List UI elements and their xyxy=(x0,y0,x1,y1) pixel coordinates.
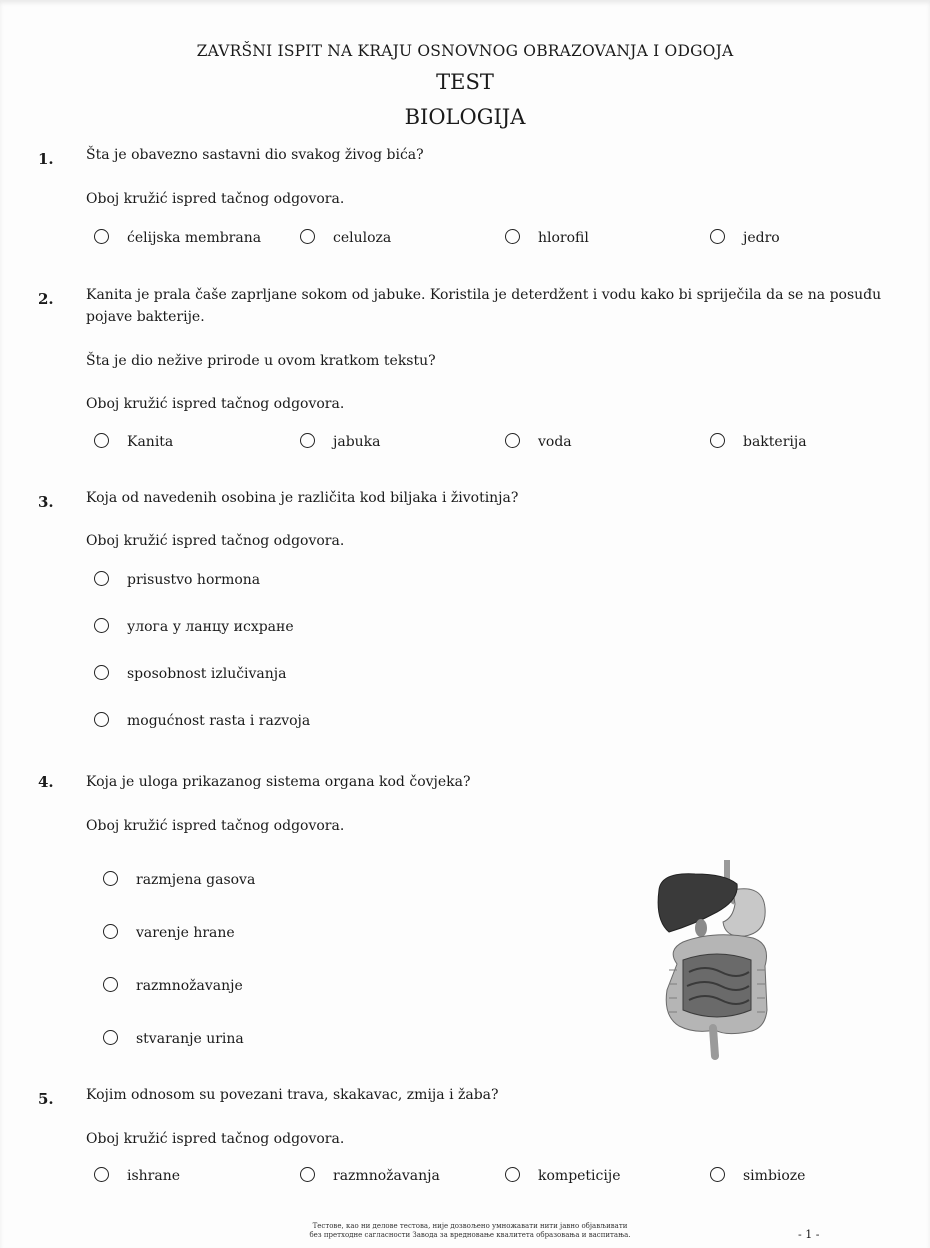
radio-circle-icon[interactable] xyxy=(710,1167,725,1182)
q1-option-a[interactable]: ćelijska membrana xyxy=(94,228,261,248)
question-2-instruction: Oboj kružić ispred tačnog odgovora. xyxy=(86,396,345,412)
test-heading: TEST xyxy=(436,70,494,94)
q5-option-b[interactable]: razmnožavanja xyxy=(300,1166,440,1186)
exam-title: ZAVRŠNI ISPIT NA KRAJU OSNOVNOG OBRAZOVANJA I ODGOJA xyxy=(196,42,734,60)
digestive-system-icon xyxy=(655,860,775,1060)
radio-circle-icon[interactable] xyxy=(94,571,109,586)
q3-option-d[interactable]: mogućnost rasta i razvoja xyxy=(94,711,310,731)
copyright-line-1: Тестове, као ни делове тестова, није дозвољено умножавати нити јавно објављивати xyxy=(312,1222,628,1230)
radio-circle-icon[interactable] xyxy=(300,1167,315,1182)
radio-circle-icon[interactable] xyxy=(710,229,725,244)
radio-circle-icon[interactable] xyxy=(103,871,118,886)
page-number: - 1 - xyxy=(798,1228,820,1241)
question-4-instruction: Oboj kružić ispred tačnog odgovora. xyxy=(86,818,345,834)
radio-circle-icon[interactable] xyxy=(94,433,109,448)
question-1-instruction: Oboj kružić ispred tačnog odgovora. xyxy=(86,191,345,207)
radio-circle-icon[interactable] xyxy=(300,229,315,244)
q2-option-b[interactable]: jabuka xyxy=(300,432,381,452)
q2-option-c[interactable]: voda xyxy=(505,432,572,452)
question-2-number: 2. xyxy=(38,290,54,308)
q1-option-b[interactable]: celuloza xyxy=(300,228,391,248)
radio-circle-icon[interactable] xyxy=(94,712,109,727)
q5-option-d[interactable]: simbioze xyxy=(710,1166,805,1186)
q4-option-d[interactable]: stvaranje urina xyxy=(103,1029,244,1049)
q4-option-a[interactable]: razmjena gasova xyxy=(103,870,255,890)
q3-option-c[interactable]: sposobnost izlučivanja xyxy=(94,664,286,684)
radio-circle-icon[interactable] xyxy=(94,1167,109,1182)
q1-option-d[interactable]: jedro xyxy=(710,228,780,248)
copyright-notice xyxy=(255,1222,685,1240)
radio-circle-icon[interactable] xyxy=(505,433,520,448)
radio-circle-icon[interactable] xyxy=(103,1030,118,1045)
q5-option-a[interactable]: ishrane xyxy=(94,1166,180,1186)
radio-circle-icon[interactable] xyxy=(103,977,118,992)
radio-circle-icon[interactable] xyxy=(300,433,315,448)
q2-option-a[interactable]: Kanita xyxy=(94,432,173,452)
question-5-number: 5. xyxy=(38,1090,54,1108)
question-4-number: 4. xyxy=(38,773,54,791)
question-4-text: Koja je uloga prikazanog sistema organa kod čovjeka? xyxy=(86,774,471,790)
q4-option-b[interactable]: varenje hrane xyxy=(103,923,235,943)
radio-circle-icon[interactable] xyxy=(94,618,109,633)
radio-circle-icon[interactable] xyxy=(94,229,109,244)
subject-heading: BIOLOGIJA xyxy=(404,105,526,129)
q3-option-a[interactable]: prisustvo hormona xyxy=(94,570,260,590)
q4-option-c[interactable]: razmnožavanje xyxy=(103,976,243,996)
radio-circle-icon[interactable] xyxy=(94,665,109,680)
q2-option-d[interactable]: bakterija xyxy=(710,432,807,452)
question-3-instruction: Oboj kružić ispred tačnog odgovora. xyxy=(86,533,345,549)
question-5-text: Kojim odnosom su povezani trava, skakavac, zmija i žaba? xyxy=(86,1087,499,1103)
radio-circle-icon[interactable] xyxy=(505,229,520,244)
question-2-text: Kanita je prala čaše zaprljane sokom od jabuke. Koristila je deterdžent i vodu kako bi spriječila da se na posuđu pojave bakterije. xyxy=(86,287,882,325)
radio-circle-icon[interactable] xyxy=(505,1167,520,1182)
question-3-text: Koja od navedenih osobina je različita kod biljaka i životinja? xyxy=(86,490,519,506)
question-1-number: 1. xyxy=(38,150,54,168)
q5-option-c[interactable]: kompeticije xyxy=(505,1166,620,1186)
question-1-text: Šta je obavezno sastavni dio svakog živog bića? xyxy=(86,147,424,163)
radio-circle-icon[interactable] xyxy=(710,433,725,448)
radio-circle-icon[interactable] xyxy=(103,924,118,939)
question-5-instruction: Oboj kružić ispred tačnog odgovora. xyxy=(86,1131,345,1147)
copyright-line-2: без претходне сагласности Завода за вредновање квалитета образовања и васпитања. xyxy=(309,1231,631,1239)
q1-option-c[interactable]: hlorofil xyxy=(505,228,589,248)
q3-option-b[interactable]: улога у ланцу исхране xyxy=(94,617,294,637)
question-2-subtext: Šta je dio nežive prirode u ovom kratkom tekstu? xyxy=(86,353,436,369)
question-3-number: 3. xyxy=(38,493,54,511)
